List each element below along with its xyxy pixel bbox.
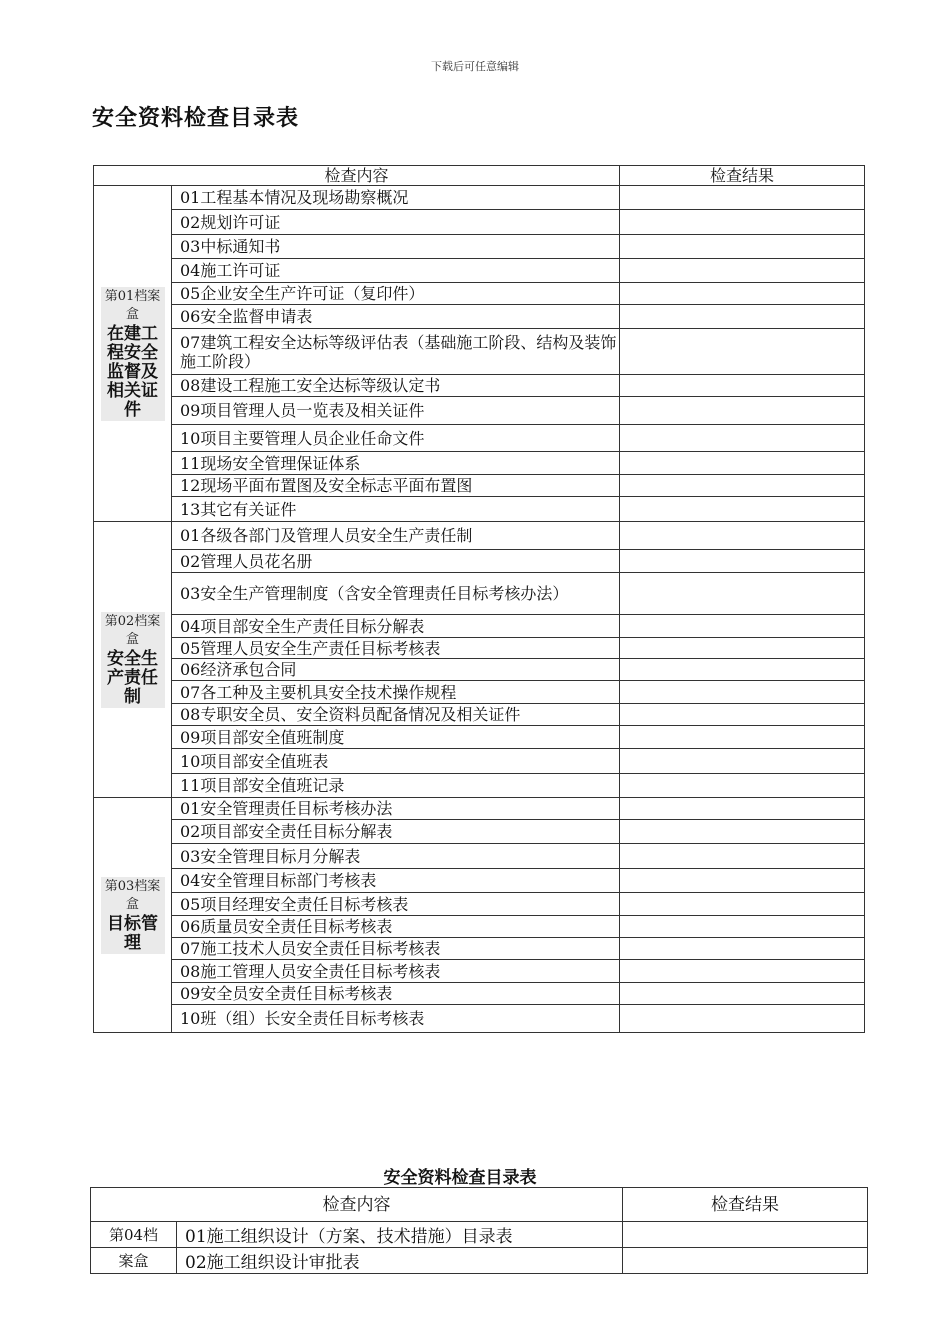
item-text: 01施工组织设计（方案、技术措施）目录表	[177, 1222, 623, 1248]
group-label: 案盒	[91, 1248, 177, 1274]
result-cell[interactable]	[620, 186, 865, 210]
item-text: 04安全管理目标部门考核表	[172, 869, 620, 893]
group-label-block	[101, 287, 165, 421]
table-row	[94, 916, 865, 938]
table-row	[94, 726, 865, 749]
table-header-row	[91, 1188, 868, 1222]
table-row	[94, 869, 865, 893]
item-text: 09项目管理人员一览表及相关证件	[172, 397, 620, 425]
result-cell[interactable]	[620, 798, 865, 820]
group-name: 安全生产责任制	[107, 648, 158, 707]
table-row	[94, 983, 865, 1005]
table-row	[94, 375, 865, 397]
table-row	[94, 774, 865, 798]
item-text: 04项目部安全生产责任目标分解表	[172, 615, 620, 638]
result-cell[interactable]	[620, 638, 865, 659]
group-label: 第03档案盒	[104, 878, 161, 912]
result-cell[interactable]	[620, 283, 865, 305]
result-cell[interactable]	[620, 774, 865, 798]
column-header-result: 检查结果	[620, 166, 865, 186]
table-row	[91, 1248, 868, 1274]
result-cell[interactable]	[620, 726, 865, 749]
item-text: 10项目部安全值班表	[172, 749, 620, 774]
table-row	[94, 550, 865, 573]
table-row	[94, 573, 865, 615]
item-text: 05企业安全生产许可证（复印件）	[172, 283, 620, 305]
table-row	[94, 1005, 865, 1033]
item-text: 05管理人员安全生产责任目标考核表	[172, 638, 620, 659]
result-cell[interactable]	[620, 235, 865, 259]
result-cell[interactable]	[620, 210, 865, 235]
result-cell[interactable]	[620, 916, 865, 938]
table-header-row	[94, 166, 865, 186]
second-page-title: 安全资料检查目录表	[383, 1168, 537, 1188]
item-text: 03安全生产管理制度（含安全管理责任目标考核办法）	[172, 573, 620, 615]
result-cell[interactable]	[620, 983, 865, 1005]
item-text: 08专职安全员、安全资料员配备情况及相关证件	[172, 704, 620, 726]
table-row	[94, 425, 865, 452]
page-title: 安全资料检查目录表	[92, 106, 300, 131]
group-cell	[94, 522, 172, 798]
result-cell[interactable]	[620, 475, 865, 497]
result-cell[interactable]	[620, 375, 865, 397]
item-text: 12现场平面布置图及安全标志平面布置图	[172, 475, 620, 497]
item-text: 02规划许可证	[172, 210, 620, 235]
item-text: 02施工组织设计审批表	[177, 1248, 623, 1274]
table-row	[94, 235, 865, 259]
result-cell[interactable]	[620, 820, 865, 844]
group-name: 在建工程安全监督及相关证件	[107, 323, 158, 420]
result-cell[interactable]	[620, 497, 865, 522]
result-cell[interactable]	[623, 1222, 868, 1248]
result-cell[interactable]	[620, 329, 865, 375]
table-row	[94, 283, 865, 305]
item-text: 10项目主要管理人员企业任命文件	[172, 425, 620, 452]
table-row	[94, 615, 865, 638]
header-note: 下载后可任意编辑	[431, 60, 519, 73]
group-label: 第04档	[91, 1222, 177, 1248]
item-text: 09项目部安全值班制度	[172, 726, 620, 749]
item-text: 08建设工程施工安全达标等级认定书	[172, 375, 620, 397]
item-text: 02管理人员花名册	[172, 550, 620, 573]
result-cell[interactable]	[620, 749, 865, 774]
column-header-result: 检查结果	[623, 1188, 868, 1222]
result-cell[interactable]	[620, 869, 865, 893]
group-label: 第02档案盒	[104, 613, 161, 647]
result-cell[interactable]	[620, 615, 865, 638]
table-row	[94, 893, 865, 916]
column-header-content: 检查内容	[94, 166, 620, 186]
item-text: 08施工管理人员安全责任目标考核表	[172, 960, 620, 983]
table-row	[94, 749, 865, 774]
item-text: 01工程基本情况及现场勘察概况	[172, 186, 620, 210]
item-text: 10班（组）长安全责任目标考核表	[172, 1005, 620, 1033]
result-cell[interactable]	[620, 305, 865, 329]
result-cell[interactable]	[620, 425, 865, 452]
item-text: 05项目经理安全责任目标考核表	[172, 893, 620, 916]
item-text: 01安全管理责任目标考核办法	[172, 798, 620, 820]
table-row	[91, 1222, 868, 1248]
table-row	[94, 210, 865, 235]
result-cell[interactable]	[620, 960, 865, 983]
table-row	[94, 960, 865, 983]
table-row	[94, 844, 865, 869]
table-row	[94, 522, 865, 550]
table-row	[94, 938, 865, 960]
table-row	[94, 681, 865, 704]
item-text: 06经济承包合同	[172, 659, 620, 681]
result-cell[interactable]	[620, 1005, 865, 1033]
item-text: 02项目部安全责任目标分解表	[172, 820, 620, 844]
result-cell[interactable]	[620, 397, 865, 425]
group-cell	[94, 186, 172, 522]
item-text: 11现场安全管理保证体系	[172, 452, 620, 475]
item-text: 07各工种及主要机具安全技术操作规程	[172, 681, 620, 704]
result-cell[interactable]	[620, 844, 865, 869]
item-text: 11项目部安全值班记录	[172, 774, 620, 798]
item-text: 04施工许可证	[172, 259, 620, 283]
result-cell[interactable]	[620, 452, 865, 475]
table-row	[94, 186, 865, 210]
item-text: 09安全员安全责任目标考核表	[172, 983, 620, 1005]
result-cell[interactable]	[620, 573, 865, 615]
table-row	[94, 475, 865, 497]
result-cell[interactable]	[620, 893, 865, 916]
result-cell[interactable]	[620, 522, 865, 550]
table-row	[94, 497, 865, 522]
group-cell	[94, 798, 172, 1033]
table-row	[94, 305, 865, 329]
checklist-table	[93, 165, 865, 1033]
item-text: 07施工技术人员安全责任目标考核表	[172, 938, 620, 960]
item-text: 13其它有关证件	[172, 497, 620, 522]
group-label-block	[101, 612, 165, 708]
table-row	[94, 397, 865, 425]
item-text: 06质量员安全责任目标考核表	[172, 916, 620, 938]
item-text: 06安全监督申请表	[172, 305, 620, 329]
item-text: 07建筑工程安全达标等级评估表（基础施工阶段、结构及装饰施工阶段）	[172, 329, 620, 375]
result-cell[interactable]	[620, 681, 865, 704]
table-row	[94, 659, 865, 681]
item-text: 03安全管理目标月分解表	[172, 844, 620, 869]
table-row	[94, 259, 865, 283]
table-row	[94, 820, 865, 844]
table-row	[94, 704, 865, 726]
table-row	[94, 329, 865, 375]
group-label-block	[101, 877, 165, 954]
result-cell[interactable]	[620, 704, 865, 726]
table-row	[94, 798, 865, 820]
result-cell[interactable]	[620, 938, 865, 960]
checklist-table-2	[90, 1187, 868, 1274]
group-name: 目标管理	[107, 913, 158, 953]
item-text: 03中标通知书	[172, 235, 620, 259]
result-cell[interactable]	[623, 1248, 868, 1274]
table-row	[94, 638, 865, 659]
group-label: 第01档案盒	[104, 288, 161, 322]
item-text: 01各级各部门及管理人员安全生产责任制	[172, 522, 620, 550]
result-cell[interactable]	[620, 259, 865, 283]
result-cell[interactable]	[620, 550, 865, 573]
table-row	[94, 452, 865, 475]
column-header-content: 检查内容	[91, 1188, 623, 1222]
result-cell[interactable]	[620, 659, 865, 681]
